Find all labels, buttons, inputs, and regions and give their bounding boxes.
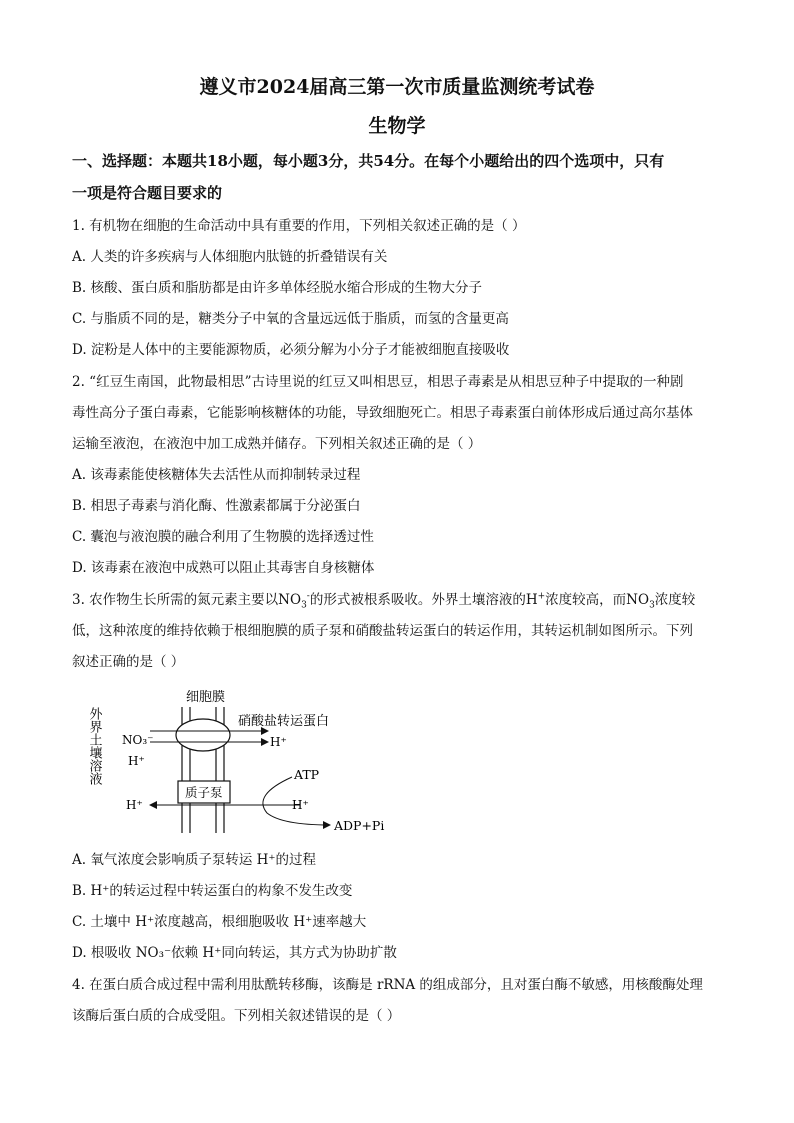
q2-option-b: B. 相思子毒素与消化酶、性激素都属于分泌蛋白	[72, 498, 361, 514]
q4-stem-2: 该酶后蛋白质的合成受阻。下列相关叙述错误的是（ ）	[72, 1008, 401, 1024]
q3-stem-2: 低，这种浓度的维持依赖于根细胞膜的质子泵和硝酸盐转运蛋白的转运作用，其转运机制如图所示。下列	[72, 623, 693, 639]
exam-title: 遵义市2024届高三第一次市质量监测统考试卷	[199, 76, 595, 98]
q2-option-c: C. 囊泡与液泡膜的融合利用了生物膜的选择透过性	[72, 529, 374, 545]
outside-label: 外界土壤溶液	[86, 707, 102, 785]
q3-option-d: D. 根吸收 NO₃⁻依赖 H⁺同向转运，其方式为协助扩散	[72, 945, 397, 961]
h-label-pumped: H⁺	[126, 798, 143, 812]
q3-option-a: A. 氧气浓度会影响质子泵转运 H⁺的过程	[72, 852, 317, 868]
q2-stem-1: 2. “红豆生南国，此物最相思”古诗里说的红豆又叫相思豆，相思子毒素是从相思豆种子中提取的一种剧	[72, 374, 684, 390]
q1-option-d: D. 淀粉是人体中的主要能源物质，必须分解为小分子才能被细胞直接吸收	[72, 342, 510, 358]
q3-option-b: B. H⁺的转运过程中转运蛋白的构象不发生改变	[72, 883, 353, 899]
membrane-label: 细胞膜	[186, 690, 226, 705]
section-heading: 一、选择题：本题共18小题，每小题3分，共54分。在每个小题给出的四个选项中，只有	[72, 152, 665, 170]
nitrate-transporter	[176, 719, 230, 751]
atp-label: ATP	[294, 767, 320, 782]
transporter-label: 硝酸盐转运蛋白	[238, 714, 330, 729]
subject-title: 生物学	[368, 115, 426, 137]
q1-option-b: B. 核酸、蛋白质和脂肪都是由许多单体经脱水缩合形成的生物大分子	[72, 280, 483, 296]
q3-stem-3: 叙述正确的是（ ）	[72, 654, 185, 670]
h-label-inside: H⁺	[270, 735, 287, 749]
q3-option-c: C. 土壤中 H⁺浓度越高，根细胞吸收 H⁺速率越大	[72, 914, 367, 930]
transport-diagram	[82, 685, 402, 835]
q2-option-d: D. 该毒素在液泡中成熟可以阻止其毒害自身核糖体	[72, 560, 375, 576]
q2-stem-3: 运输至液泡，在液泡中加工成熟并储存。下列相关叙述正确的是（ ）	[72, 436, 482, 452]
adp-label: ADP+Pi	[334, 818, 385, 833]
q1-stem: 1. 有机物在细胞的生命活动中具有重要的作用，下列相关叙述正确的是（ ）	[72, 218, 526, 234]
q3-stem-1: 3. 农作物生长所需的氮元素主要以$NO_3^-$的形式被根系吸收。外界土壤溶液的H+浓度较高，而$NO_3$浓度较	[72, 591, 696, 611]
no3-label: NO₃⁻	[122, 733, 154, 747]
q2-stem-2: 毒性高分子蛋白毒素，它能影响核糖体的功能，导致细胞死亡。相思子毒素蛋白前体形成后通过高尔基体	[72, 405, 693, 421]
q1-option-c: C. 与脂质不同的是，糖类分子中氧的含量远远低于脂质，而氢的含量更高	[72, 311, 509, 327]
h-label-outside: H⁺	[128, 754, 145, 768]
q1-option-a: A. 人类的许多疾病与人体细胞内肽链的折叠错误有关	[72, 249, 388, 265]
section-heading-cont: 一项是符合题目要求的	[72, 184, 223, 202]
q4-stem-1: 4. 在蛋白质合成过程中需利用肽酰转移酶，该酶是 rRNA 的组成部分，且对蛋白酶不敏感，用核酸酶处理	[72, 977, 703, 993]
pump-label: 质子泵	[185, 785, 223, 800]
q2-option-a: A. 该毒素能使核糖体失去活性从而抑制转录过程	[72, 467, 361, 483]
h-label-cytoplasm: H⁺	[292, 798, 309, 812]
